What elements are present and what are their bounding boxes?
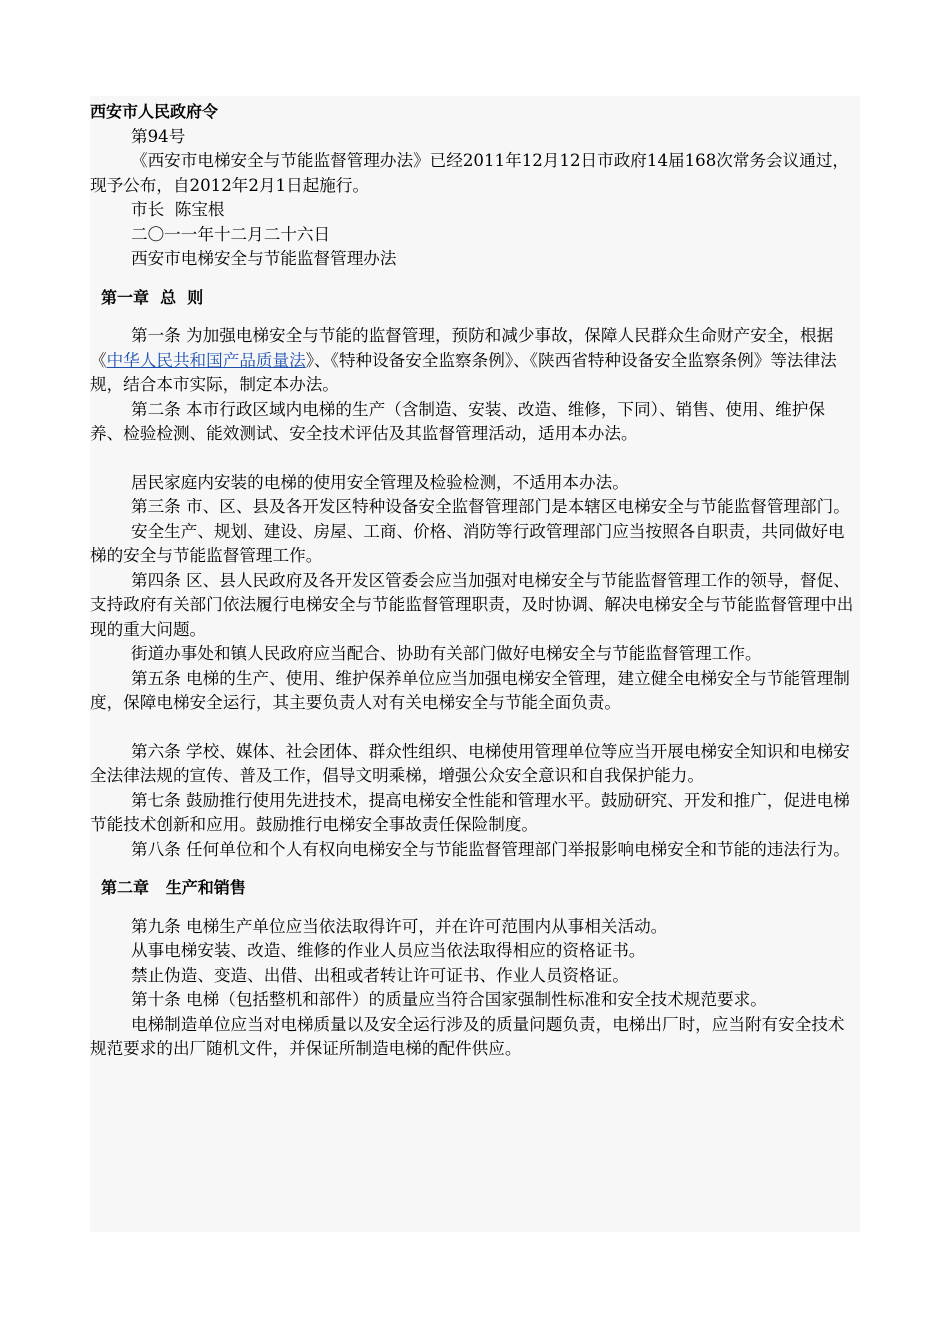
article-9-paragraph-2: 从事电梯安装、改造、维修的作业人员应当依法取得相应的资格证书。: [131, 941, 646, 960]
article-9-paragraph-3: 禁止伪造、变造、出借、出租或者转让许可证书、作业人员资格证。: [131, 965, 629, 985]
document-body: [90, 100, 858, 1062]
article-1-text-a: 第一条 为加强电梯安全与节能的监督管理，预防和减少事故，保障人民群众生命财产安全，根据《: [90, 326, 834, 370]
article-8: 第八条 任何单位和个人有权向电梯安全与节能监督管理部门举报影响电梯安全和节能的违法行为。: [131, 839, 850, 859]
issue-date: 二〇一一年十二月二十六日: [131, 224, 331, 244]
preamble: 《西安市电梯安全与节能监督管理办法》已经2011年12月12日市政府14届168次常务会议通过，现予公布，自2012年2月1日起施行。: [90, 151, 850, 195]
article-1-text-b: 》、《特种设备安全监察条例》、《陕西省特种设备安全监察条例》等法律法规，结合本市实际，制定本办法。: [90, 350, 837, 394]
document-title: 西安市人民政府令: [90, 102, 219, 121]
article-10-paragraph-2: 电梯制造单位应当对电梯质量以及安全运行涉及的质量问题负责，电梯出厂时，应当附有安全技术规范要求的出厂随机文件，并保证所制造电梯的配件供应。: [90, 1014, 845, 1058]
article-4-paragraph-2: 街道办事处和镇人民政府应当配合、协助有关部门做好电梯安全与节能监督管理工作。: [131, 644, 762, 663]
chapter-heading-1: 第一章 总 则: [101, 287, 204, 307]
article-2: 第二条 本市行政区域内电梯的生产（含制造、安装、改造、维修，下同）、销售、使用、维护保养、检验检测、能效测试、安全技术评估及其监督管理活动，适用本办法。: [90, 399, 825, 443]
article-3-paragraph-2: 安全生产、规划、建设、房屋、工商、价格、消防等行政管理部门应当按照各自职责，共同做好电梯的安全与节能监督管理工作。: [90, 521, 845, 565]
article-2-paragraph-2: 居民家庭内安装的电梯的使用安全管理及检验检测，不适用本办法。: [131, 472, 629, 492]
article-10: 第十条 电梯（包括整机和部件）的质量应当符合国家强制性标准和安全技术规范要求。: [131, 990, 767, 1009]
article-7: 第七条 鼓励推行使用先进技术，提高电梯安全性能和管理水平。鼓励研究、开发和推广，促进电梯节能技术创新和应用。鼓励推行电梯安全事故责任保险制度。: [90, 790, 850, 834]
article-9: 第九条 电梯生产单位应当依法取得许可，并在许可范围内从事相关活动。: [131, 916, 668, 936]
article-4: 第四条 区、县人民政府及各开发区管委会应当加强对电梯安全与节能监督管理工作的领导，督促、支持政府有关部门依法履行电梯安全与节能监督管理职责，及时协调、解决电梯安全与节能监督管理中出现的重大问题。: [90, 570, 854, 639]
spacer: [90, 447, 858, 471]
spacer: [90, 716, 858, 740]
signer: 市长 陈宝根: [131, 200, 225, 219]
article-3: 第三条 市、区、县及各开发区特种设备安全监督管理部门是本辖区电梯安全与节能监督管理部门。: [131, 497, 850, 516]
regulation-title: 西安市电梯安全与节能监督管理办法: [131, 249, 397, 268]
article-5: 第五条 电梯的生产、使用、维护保养单位应当加强电梯安全管理，建立健全电梯安全与节能管理制度，保障电梯安全运行，其主要负责人对有关电梯安全与节能全面负责。: [90, 668, 850, 712]
article-1: [90, 324, 858, 398]
product-quality-law-link[interactable]: 中华人民共和国产品质量法: [106, 350, 306, 370]
article-6: 第六条 学校、媒体、社会团体、群众性组织、电梯使用管理单位等应当开展电梯安全知识和电梯安全法律法规的宣传、普及工作，倡导文明乘梯，增强公众安全意识和自我保护能力。: [90, 741, 850, 785]
chapter-heading-2: 第二章 生产和销售: [101, 878, 246, 897]
order-number: 第94号: [131, 126, 186, 146]
